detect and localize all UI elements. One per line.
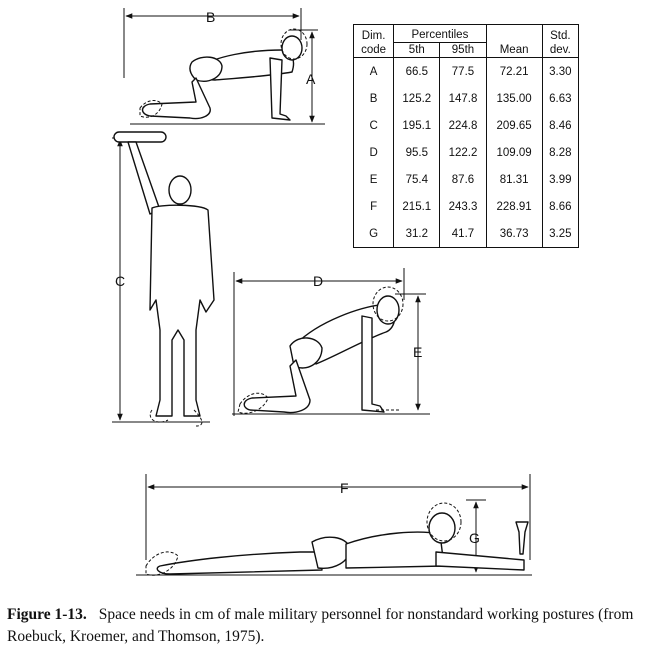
cell-p5: 95.5 <box>394 139 440 166</box>
cell-std: 6.63 <box>542 85 578 112</box>
header-dim-code-line1: Dim. <box>361 29 386 42</box>
table-row <box>354 193 579 220</box>
cell-mean: 209.65 <box>486 112 542 139</box>
cell-p5: 215.1 <box>394 193 440 220</box>
prone-figure <box>136 474 532 575</box>
header-std-dev <box>542 25 578 58</box>
kneeling-figure <box>232 268 430 416</box>
header-dim-code <box>354 25 394 58</box>
figure-number: Figure 1-13. <box>7 606 87 623</box>
figure-caption <box>7 604 655 648</box>
cell-p5: 31.2 <box>394 220 440 248</box>
table-row <box>354 139 579 166</box>
cell-p5: 75.4 <box>394 166 440 193</box>
header-std-line2: dev. <box>549 43 571 56</box>
cell-p95: 41.7 <box>440 220 486 248</box>
cell-p5: 195.1 <box>394 112 440 139</box>
dim-label-f: F <box>340 480 349 496</box>
standing-figure <box>112 132 214 426</box>
dim-label-g: G <box>469 530 480 546</box>
cell-code: B <box>369 92 378 105</box>
dim-label-d: D <box>313 273 324 289</box>
dim-label-b: B <box>206 9 216 25</box>
cell-mean: 72.21 <box>486 58 542 86</box>
cell-mean: 228.91 <box>486 193 542 220</box>
header-p95: 95th <box>440 43 486 58</box>
cell-mean: 81.31 <box>486 166 542 193</box>
cell-p5: 125.2 <box>394 85 440 112</box>
table-row <box>354 85 579 112</box>
dim-label-e: E <box>413 344 423 360</box>
caption-text: Space needs in cm of male military personnel for nonstandard working postures (from Roebuck, Kroemer, and Thomson, 1975). <box>7 606 634 645</box>
header-percentiles: Percentiles <box>394 25 486 43</box>
cell-p95: 243.3 <box>440 193 486 220</box>
cell-std: 8.66 <box>542 193 578 220</box>
cell-code: F <box>370 200 378 213</box>
cell-p95: 77.5 <box>440 58 486 86</box>
table-row <box>354 220 579 248</box>
cell-mean: 109.09 <box>486 139 542 166</box>
cell-mean: 135.00 <box>486 85 542 112</box>
header-p5: 5th <box>394 43 440 58</box>
cell-code: D <box>369 146 378 159</box>
cell-p5: 66.5 <box>394 58 440 86</box>
crawling-figure-top <box>124 8 325 124</box>
cell-p95: 224.8 <box>440 112 486 139</box>
table-row <box>354 166 579 193</box>
cell-std: 8.28 <box>542 139 578 166</box>
table-row <box>354 58 579 86</box>
cell-std: 3.99 <box>542 166 578 193</box>
dimension-table <box>353 24 579 248</box>
cell-code: E <box>369 173 378 186</box>
cell-p95: 147.8 <box>440 85 486 112</box>
cell-std: 8.46 <box>542 112 578 139</box>
cell-code: C <box>369 119 378 132</box>
cell-p95: 122.2 <box>440 139 486 166</box>
dim-label-c: C <box>115 273 126 289</box>
cell-p95: 87.6 <box>440 166 486 193</box>
cell-code: G <box>369 227 379 240</box>
header-mean: Mean <box>486 25 542 58</box>
header-std-line1: Std. <box>550 29 571 42</box>
table-row <box>354 112 579 139</box>
cell-std: 3.25 <box>542 220 578 248</box>
dim-label-a: A <box>306 71 316 87</box>
cell-mean: 36.73 <box>486 220 542 248</box>
cell-code: A <box>369 65 378 78</box>
cell-std: 3.30 <box>542 58 578 86</box>
header-dim-code-line2: code <box>361 43 387 56</box>
